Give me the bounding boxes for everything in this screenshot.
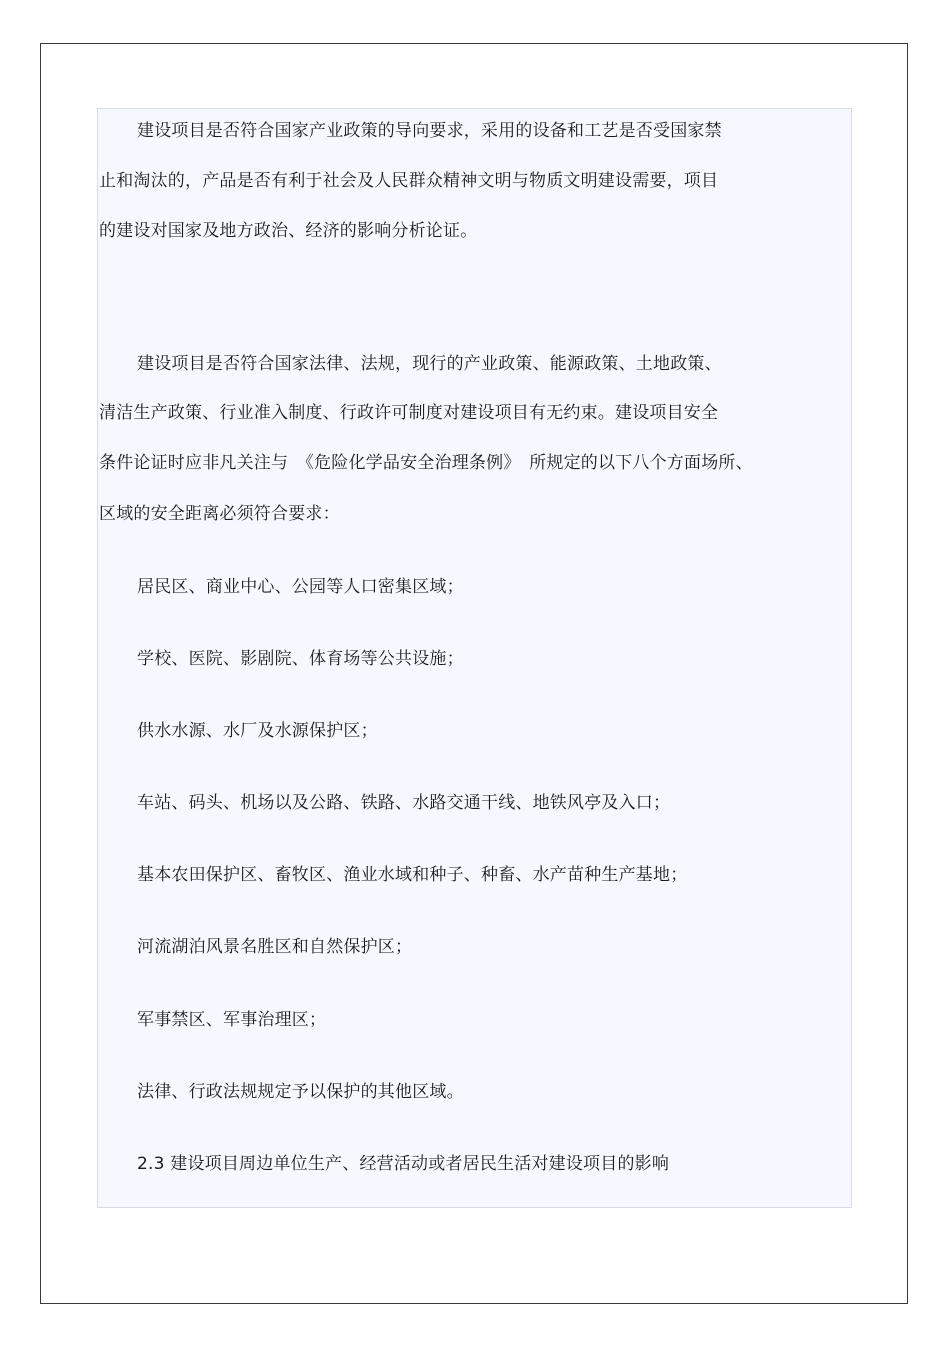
paragraph-2-line-4: 区域的安全距离必须符合要求： (99, 504, 340, 524)
area-item-scenic: 河流湖泊风景名胜区和自然保护区； (137, 937, 413, 957)
paragraph-2-line-2: 清洁生产政策、行业准入制度、行政许可制度对建设项目有无约束。建设项目安全 (99, 403, 719, 423)
paragraph-1-line-3: 的建设对国家及地方政治、经济的影响分析论证。 (99, 221, 478, 241)
area-item-farmland: 基本农田保护区、畜牧区、渔业水域和种子、种畜、水产苗种生产基地； (137, 865, 688, 885)
area-item-military: 军事禁区、军事治理区； (137, 1010, 327, 1030)
paragraph-2-line-1: 建设项目是否符合国家法律、法规，现行的产业政策、能源政策、土地政策、 (137, 354, 722, 374)
area-item-transport: 车站、码头、机场以及公路、铁路、水路交通干线、地铁风亭及入口； (137, 793, 671, 813)
area-item-other: 法律、行政法规规定予以保护的其他区域。 (137, 1082, 464, 1102)
area-item-public-facilities: 学校、医院、影剧院、体育场等公共设施； (137, 649, 464, 669)
paragraph-1-line-2: 止和淘汰的，产品是否有利于社会及人民群众精神文明与物质文明建设需要，项目 (99, 171, 719, 191)
section-heading-2-3: 2.3 建设项目周边单位生产、经营活动或者居民生活对建设项目的影响 (137, 1154, 670, 1174)
area-item-residential: 居民区、商业中心、公园等人口密集区域； (137, 577, 464, 597)
area-item-water-source: 供水水源、水厂及水源保护区； (137, 721, 378, 741)
paragraph-2-line-3: 条件论证时应非凡关注与 《危险化学品安全治理条例》 所规定的以下八个方面场所、 (99, 453, 753, 473)
paragraph-1-line-1: 建设项目是否符合国家产业政策的导向要求，采用的设备和工艺是否受国家禁 (137, 121, 722, 141)
